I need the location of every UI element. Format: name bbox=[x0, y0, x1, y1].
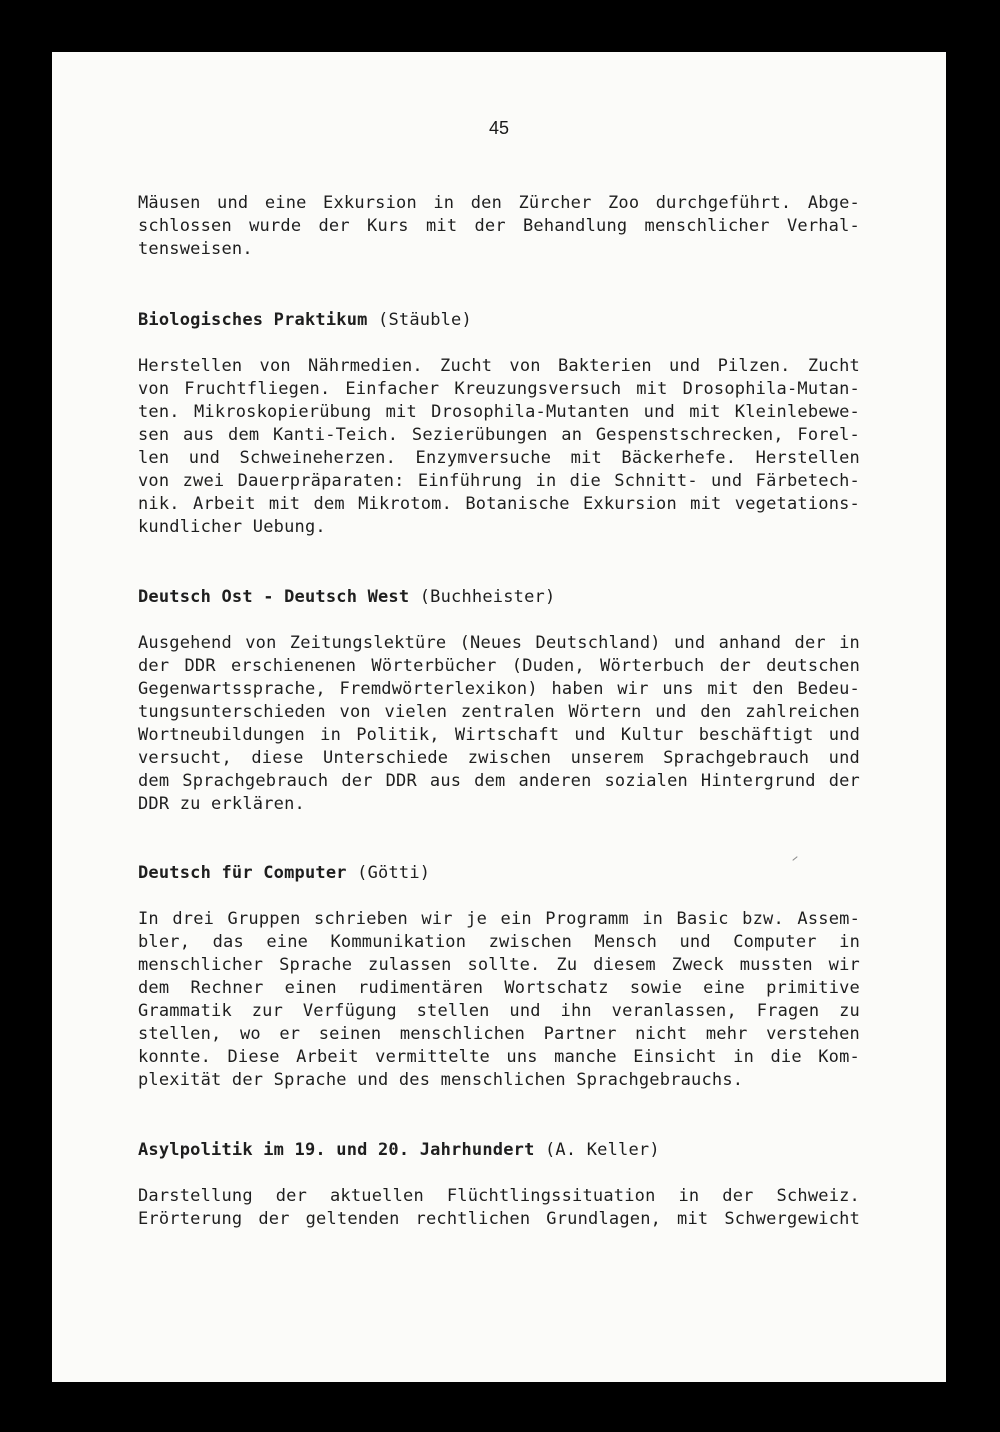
text-line: DDR zu erklären. bbox=[138, 794, 305, 814]
text-line: Grammatik zur Verfügung stellen und ihn veranlassen, Fragen zu bbox=[138, 1001, 860, 1021]
text-line: nik. Arbeit mit dem Mikrotom. Botanische Exkursion mit vegetations- bbox=[138, 494, 860, 514]
text-line: sen aus dem Kanti-Teich. Sezierübungen an Gespenstschrecken, Forel- bbox=[138, 425, 860, 445]
section-teacher: (Götti) bbox=[357, 863, 431, 883]
text-line: konnte. Diese Arbeit vermittelte uns manche Einsicht in die Kom- bbox=[138, 1047, 860, 1067]
text-line: Darstellung der aktuellen Flüchtlingssituation in der Schweiz. bbox=[138, 1186, 860, 1206]
section-teacher: (Stäuble) bbox=[378, 310, 472, 330]
intro-paragraph bbox=[138, 192, 860, 261]
section-heading bbox=[138, 586, 555, 609]
text-line: dem Rechner einen rudimentären Wortschatz sowie eine primitive bbox=[138, 978, 860, 998]
section-title: Deutsch Ost - Deutsch West bbox=[138, 587, 410, 607]
text-line: dem Sprachgebrauch der DDR aus dem anderen sozialen Hintergrund der bbox=[138, 771, 860, 791]
text-line: tungsunterschieden von vielen zentralen Wörtern und den zahlreichen bbox=[138, 702, 860, 722]
section-heading bbox=[138, 1139, 660, 1162]
text-line: Erörterung der geltenden rechtlichen Grundlagen, mit Schwergewicht bbox=[138, 1209, 860, 1229]
stray-pen-mark bbox=[792, 856, 797, 861]
section-teacher: (A. Keller) bbox=[544, 1140, 660, 1160]
section-heading bbox=[138, 862, 430, 885]
text-line: schlossen wurde der Kurs mit der Behandlung menschlicher Verhal- bbox=[138, 216, 860, 236]
text-line: versucht, diese Unterschiede zwischen unserem Sprachgebrauch und bbox=[138, 748, 860, 768]
text-line: Ausgehend von Zeitungslektüre (Neues Deutschland) und anhand der in bbox=[138, 633, 860, 653]
section-title: Deutsch für Computer bbox=[138, 863, 347, 883]
text-line: tensweisen. bbox=[138, 239, 253, 259]
text-line: menschlicher Sprache zulassen sollte. Zu diesem Zweck mussten wir bbox=[138, 955, 860, 975]
section-paragraph bbox=[138, 355, 860, 539]
text-line: der DDR erschienenen Wörterbücher (Duden, Wörterbuch der deutschen bbox=[138, 656, 860, 676]
section-heading bbox=[138, 309, 472, 332]
text-line: von Fruchtfliegen. Einfacher Kreuzungsversuch mit Drosophila-Mutan- bbox=[138, 379, 860, 399]
text-line: Mäusen und eine Exkursion in den Zürcher Zoo durchgeführt. Abge- bbox=[138, 193, 860, 213]
section-paragraph bbox=[138, 1185, 860, 1231]
text-line: von zwei Dauerpräparaten: Einführung in die Schnitt- und Färbetech- bbox=[138, 471, 860, 491]
text-line: stellen, wo er seinen menschlichen Partner nicht mehr verstehen bbox=[138, 1024, 860, 1044]
section-teacher: (Buchheister) bbox=[419, 587, 556, 607]
section-paragraph bbox=[138, 632, 860, 816]
text-line: ten. Mikroskopierübung mit Drosophila-Mutanten und mit Kleinlebewe- bbox=[138, 402, 860, 422]
text-line: Herstellen von Nährmedien. Zucht von Bakterien und Pilzen. Zucht bbox=[138, 356, 860, 376]
text-line: bler, das eine Kommunikation zwischen Mensch und Computer in bbox=[138, 932, 860, 952]
text-line: kundlicher Uebung. bbox=[138, 517, 326, 537]
text-line: In drei Gruppen schrieben wir je ein Programm in Basic bzw. Assem- bbox=[138, 909, 860, 929]
document-page bbox=[52, 52, 946, 1382]
text-line: len und Schweineherzen. Enzymversuche mit Bäckerhefe. Herstellen bbox=[138, 448, 860, 468]
section-title: Biologisches Praktikum bbox=[138, 310, 368, 330]
text-line: plexität der Sprache und des menschlichen Sprachgebrauchs. bbox=[138, 1070, 744, 1090]
text-line: Wortneubildungen in Politik, Wirtschaft und Kultur beschäftigt und bbox=[138, 725, 860, 745]
section-paragraph bbox=[138, 908, 860, 1092]
text-line: Gegenwartssprache, Fremdwörterlexikon) haben wir uns mit den Bedeu- bbox=[138, 679, 860, 699]
section-title: Asylpolitik im 19. und 20. Jahrhundert bbox=[138, 1140, 535, 1160]
page-number: 45 bbox=[488, 118, 510, 138]
